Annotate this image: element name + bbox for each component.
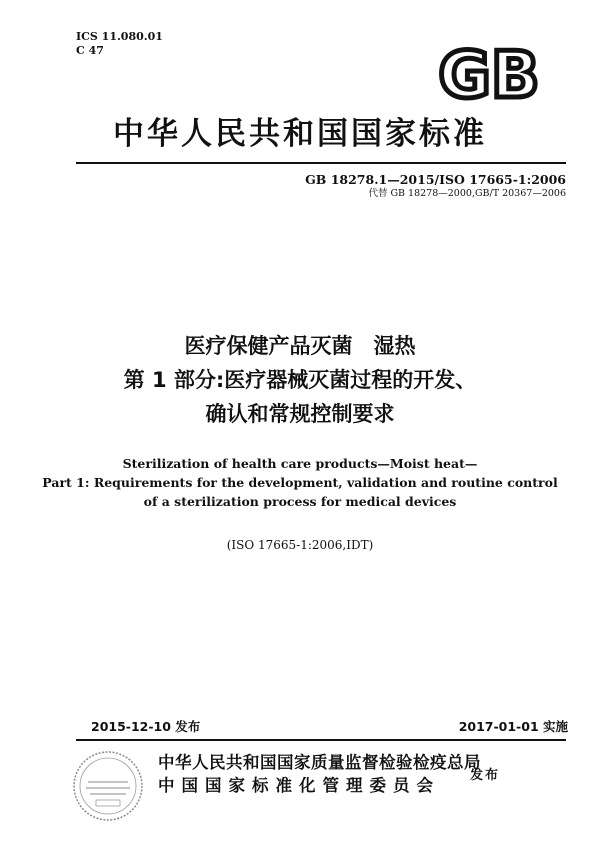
standard-number: GB 18278.1—2015/ISO 17665-1:2006 [305,172,566,187]
classification-codes [76,30,163,58]
chinese-title-line-3: 确认和常规控制要求 [205,402,395,426]
english-title-line-2: Part 1: Requirements for the development, validation and routine control [42,475,558,490]
svg-text:GB: GB [438,42,540,104]
issuer-line-1: 中华人民共和国国家质量监督检验检疫总局 [158,753,481,772]
standard-type-heading: 中华人民共和国国家标准 [113,116,487,152]
ics-code: ICS 11.080.01 [76,30,163,43]
publish-label: 发布 [470,768,501,783]
ccs-code: C 47 [76,44,104,57]
publisher-seal-stamp [70,748,146,824]
replaces-note: 代替 GB 18278—2000,GB/T 20367—2006 [368,188,566,199]
chinese-title-line-1: 医疗保健产品灭菌 湿热 [184,334,416,358]
top-divider [76,162,566,164]
english-title-line-1: Sterilization of health care products—Moist heat— [122,456,478,471]
issue-date: 2015-12-10 发布 [91,719,201,734]
bottom-divider [76,739,566,741]
issuer-line-2: 中国国家标准化管理委员会 [158,776,440,795]
chinese-title-line-2: 第 1 部分:医疗器械灭菌过程的开发、 [123,368,477,392]
equivalence-note: (ISO 17665-1:2006,IDT) [226,538,374,552]
gb-logo [430,42,548,104]
english-title-line-3: of a sterilization process for medical devices [143,494,457,509]
implementation-date: 2017-01-01 实施 [458,719,568,734]
